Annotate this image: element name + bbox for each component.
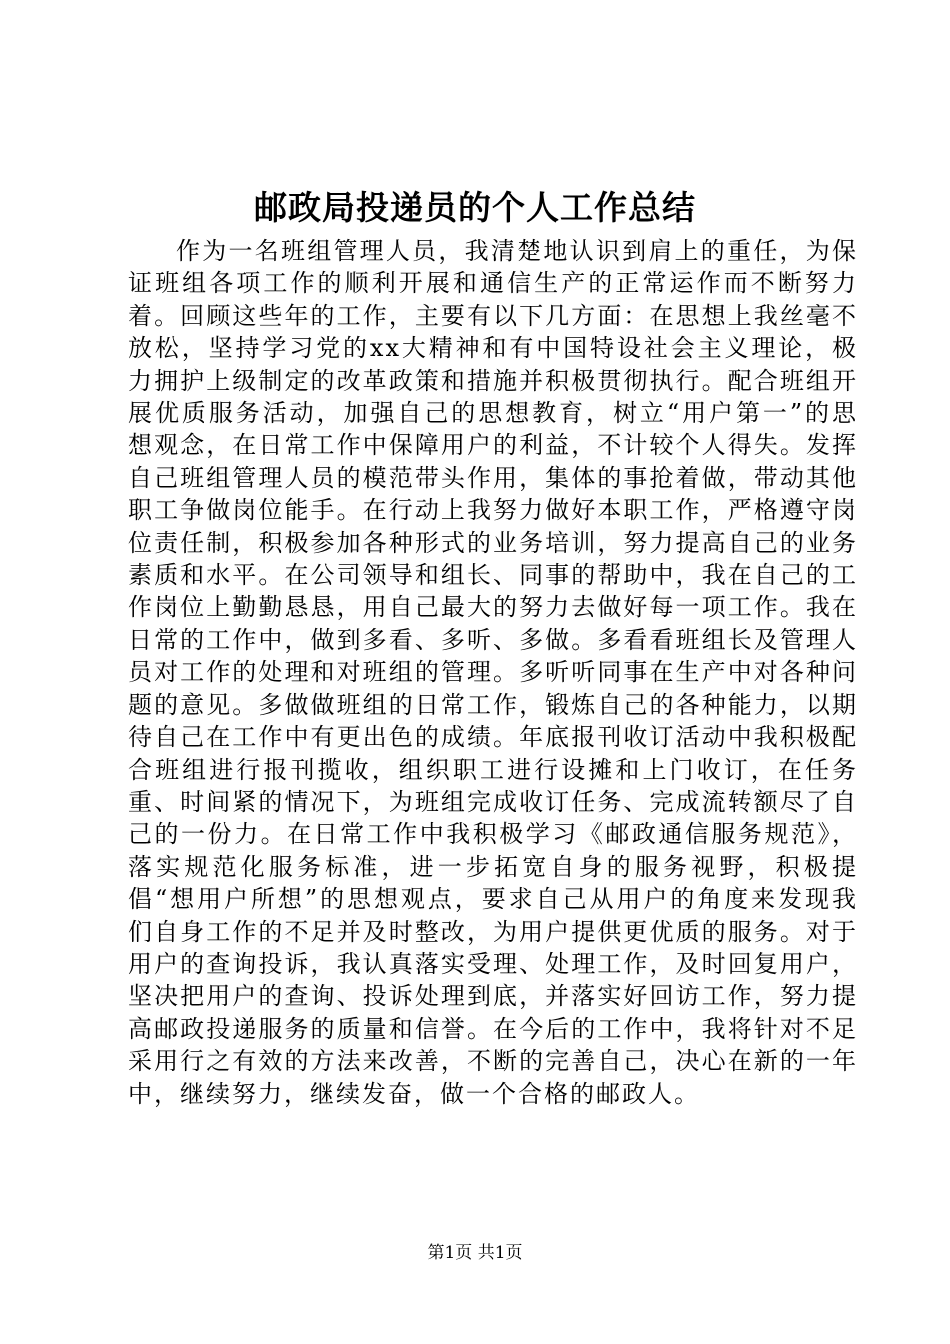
page-number-footer: 第1页 共1页: [427, 1243, 523, 1263]
document-body-paragraph: 作为一名班组管理人员，我清楚地认识到肩上的重任，为保证班组各项工作的顺利开展和通信生产的正常运作而不断努力着。回顾这些年的工作，主要有以下几方面：在思想上我丝毫不放松，坚持学习党的xx大精神和有中国特设社会主义理论，极力拥护上级制定的改革政策和措施并积极贯彻执行。配合班组开展优质服务活动，加强自己的思想教育，树立“用户第一”的思想观念，在日常工作中保障用户的利益，不计较个人得失。发挥自己班组管理人员的模范带头作用，集体的事抢着做，带动其他职工争做岗位能手。在行动上我努力做好本职工作，严格遵守岗位责任制，积极参加各种形式的业务培训，努力提高自己的业务素质和水平。在公司领导和组长、同事的帮助中，我在自己的工作岗位上勤勤恳恳，用自己最大的努力去做好每一项工作。我在日常的工作中，做到多看、多听、多做。多看看班组长及管理人员对工作的处理和对班组的管理。多听听同事在生产中对各种问题的意见。多做做班组的日常工作，锻炼自己的各种能力，以期待自己在工作中有更出色的成绩。年底报刊收订活动中我积极配合班组进行报刊揽收，组织职工进行设摊和上门收订，在任务重、时间紧的情况下，为班组完成收订任务、完成流转额尽了自己的一份力。在日常工作中我积极学习《邮政通信服务规范》，落实规范化服务标准，进一步拓宽自身的服务视野，积极提倡“想用户所想”的思想观点，要求自己从用户的角度来发现我们自身工作的不足并及时整改，为用户提供更优质的服务。对于用户的查询投诉，我认真落实受理、处理工作，及时回复用户，坚决把用户的查询、投诉处理到底，并落实好回访工作，努力提高邮政投递服务的质量和信誉。在今后的工作中，我将针对不足采用行之有效的方法来改善，不断的完善自己，决心在新的一年中，继续努力，继续发奋，做一个合格的邮政人。: [128, 237, 858, 1108]
document-title: 邮政局投递员的个人工作总结: [254, 188, 696, 227]
